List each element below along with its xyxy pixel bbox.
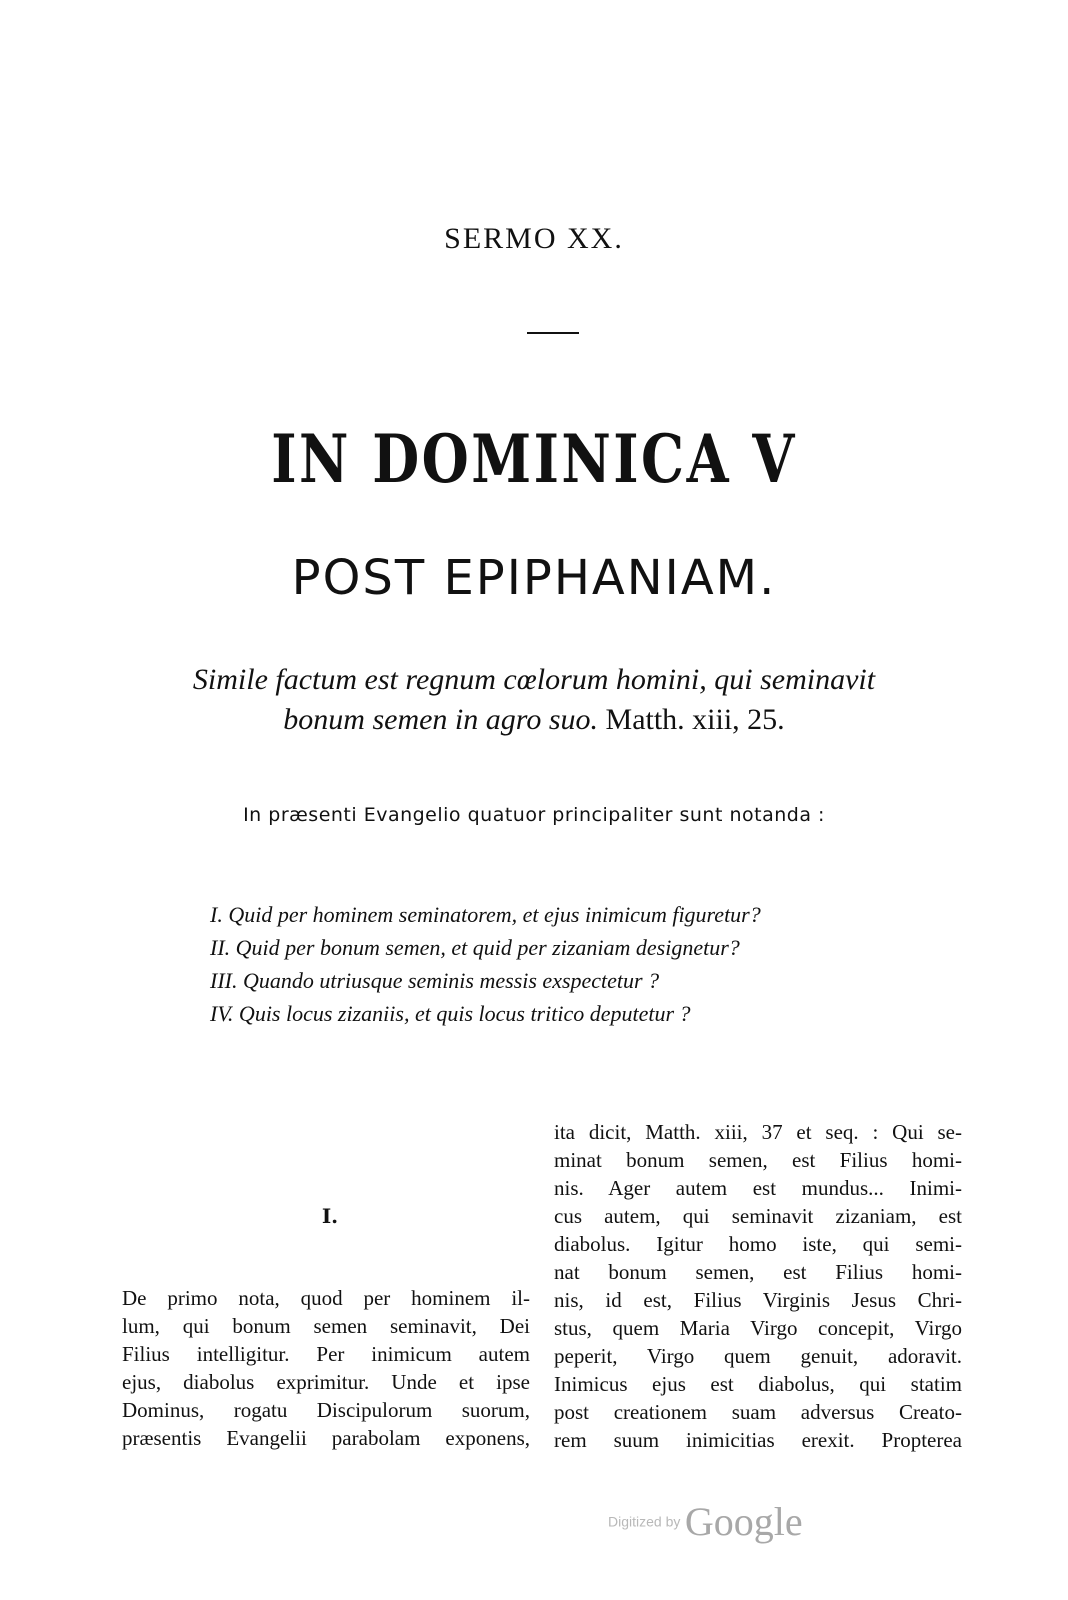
epigraph xyxy=(100,660,968,740)
left-column xyxy=(122,1284,530,1452)
text-line: ita dicit, Matth. xiii, 37 et seq. : Qui se- xyxy=(554,1120,962,1144)
text-line: minat bonum semen, est Filius homi- xyxy=(554,1148,962,1172)
text-line: cus autem, qui seminavit zizaniam, est xyxy=(554,1204,962,1228)
text-line: Filius intelligitur. Per inimicum autem xyxy=(122,1342,530,1366)
text-line: post creationem suam adversus Creato- xyxy=(554,1400,962,1424)
text-line: nat bonum semen, est Filius homi- xyxy=(554,1260,962,1284)
epigraph-reference: Matth. xiii, 25. xyxy=(605,703,785,736)
sermon-number: SERMO XX. xyxy=(444,222,624,255)
text-line: De primo nota, quod per hominem il- xyxy=(122,1286,530,1310)
right-column xyxy=(554,1118,962,1454)
intro-text: In præsenti Evangelio quatuor principaliter sunt notanda : xyxy=(243,804,825,826)
question-item: IV. Quis locus zizaniis, et quis locus tritico deputetur ? xyxy=(210,1001,691,1026)
google-logo: Google xyxy=(684,1499,803,1544)
text-line: diabolus. Igitur homo iste, qui semi- xyxy=(554,1232,962,1256)
question-item: I. Quid per hominem seminatorem, et ejus inimicum figuretur? xyxy=(210,902,761,927)
text-line: ejus, diabolus exprimitur. Unde et ipse xyxy=(122,1370,530,1394)
text-line: nis. Ager autem est mundus... Inimi- xyxy=(554,1176,962,1200)
text-line: rem suum inimicitias erexit. Propterea xyxy=(554,1428,962,1452)
epigraph-line-2: bonum semen in agro suo. xyxy=(283,703,599,736)
text-line: peperit, Virgo quem genuit, adoravit. xyxy=(554,1344,962,1368)
section-number: I. xyxy=(321,1204,339,1228)
text-line: Dominus, rogatu Discipulorum suorum, xyxy=(122,1398,530,1422)
question-item: III. Quando utriusque seminis messis exspectetur ? xyxy=(210,968,660,993)
questions-list xyxy=(210,898,930,1030)
text-line: præsentis Evangelii parabolam exponens, xyxy=(122,1426,530,1450)
text-line: lum, qui bonum semen seminavit, Dei xyxy=(122,1314,530,1338)
digitized-watermark xyxy=(608,1498,838,1545)
text-line: nis, id est, Filius Virginis Jesus Chri- xyxy=(554,1288,962,1312)
heading-rule xyxy=(527,332,579,334)
sermon-title: IN DOMINICA V xyxy=(271,420,797,498)
text-line: stus, quem Maria Virgo concepit, Virgo xyxy=(554,1316,962,1340)
question-item: II. Quid per bonum semen, et quid per zizaniam designetur? xyxy=(210,935,740,960)
text-line: Inimicus ejus est diabolus, qui statim xyxy=(554,1372,962,1396)
digitized-by-text: Digitized by xyxy=(608,1513,681,1530)
epigraph-line-1: Simile factum est regnum cœlorum homini, qui seminavit xyxy=(192,663,876,696)
sermon-subtitle: POST EPIPHANIAM. xyxy=(291,550,777,606)
